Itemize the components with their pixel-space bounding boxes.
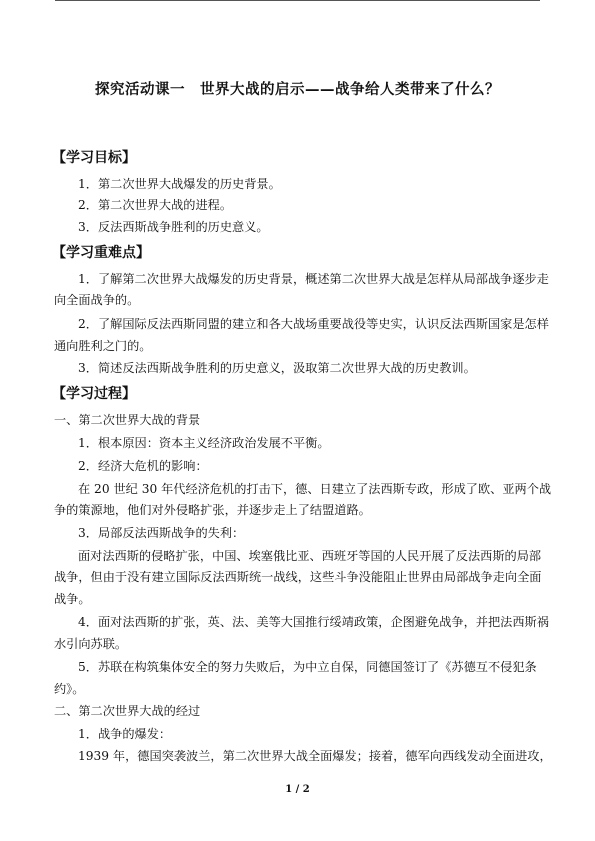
process-line: 面对法西斯的侵略扩张，中国、埃塞俄比亚、西班牙等国的人民开展了反法西斯的局部 <box>78 549 542 563</box>
process-line: 1939 年，德国突袭波兰，第二次世界大战全面爆发；接着，德军向西线发动全面进攻， <box>78 749 552 763</box>
key-point-line: 3．简述反法西斯战争胜利的历史意义，汲取第二次世界大战的历史教训。 <box>78 361 476 375</box>
section-heading-goals: 【学习目标】 <box>52 150 136 166</box>
page-number: 1 / 2 <box>285 784 310 795</box>
process-line: 战争。 <box>54 592 91 606</box>
process-line: 5．苏联在构筑集体安全的努力失败后，为中立自保，同德国签订了《苏德互不侵犯条 <box>78 660 537 674</box>
goal-line: 3．反法西斯战争胜利的历史意义。 <box>78 220 269 234</box>
page-title: 探究活动课一 世界大战的启示——战争给人类带来了什么？ <box>95 82 500 98</box>
process-line: 1．根本原因：资本主义经济政治发展不平衡。 <box>78 436 330 450</box>
section-heading-process: 【学习过程】 <box>52 386 136 402</box>
process-line: 在 20 世纪 30 年代经济危机的打击下，德、日建立了法西斯专政，形成了欧、亚两个战 <box>78 482 552 496</box>
process-line: 3．局部反法西斯战争的失利： <box>78 526 245 540</box>
process-line: 二、第二次世界大战的经过 <box>54 704 201 718</box>
goal-line: 1．第二次世界大战爆发的历史背景。 <box>78 177 281 191</box>
key-point-line: 通向胜利之门的。 <box>54 339 152 353</box>
process-line: 4．面对法西斯的扩张，英、法、美等大国推行绥靖政策，企图避免战争，并把法西斯祸 <box>78 615 549 629</box>
process-line: 一、第二次世界大战的背景 <box>54 413 201 427</box>
goal-line: 2．第二次世界大战的进程。 <box>78 198 233 212</box>
header-rule <box>55 0 540 1</box>
process-line: 2．经济大危机的影响： <box>78 459 208 473</box>
process-line: 约》。 <box>54 682 85 696</box>
process-line: 水引向苏联。 <box>54 637 128 651</box>
process-line: 1．战争的爆发： <box>78 727 172 741</box>
key-point-line: 向全面战争的。 <box>54 293 140 307</box>
section-heading-key-points: 【学习重难点】 <box>52 245 150 261</box>
process-line: 战争，但由于没有建立国际反法西斯统一战线，这些斗争没能阻止世界由局部战争走向全面 <box>54 570 542 584</box>
process-line: 争的策源地，他们对外侵略扩张，并逐步走上了结盟道路。 <box>54 503 371 517</box>
key-point-line: 1．了解第二次世界大战爆发的历史背景，概述第二次世界大战是怎样从局部战争逐步走 <box>78 272 549 286</box>
key-point-line: 2．了解国际反法西斯同盟的建立和各大战场重要战役等史实，认识反法西斯国家是怎样 <box>78 317 549 331</box>
